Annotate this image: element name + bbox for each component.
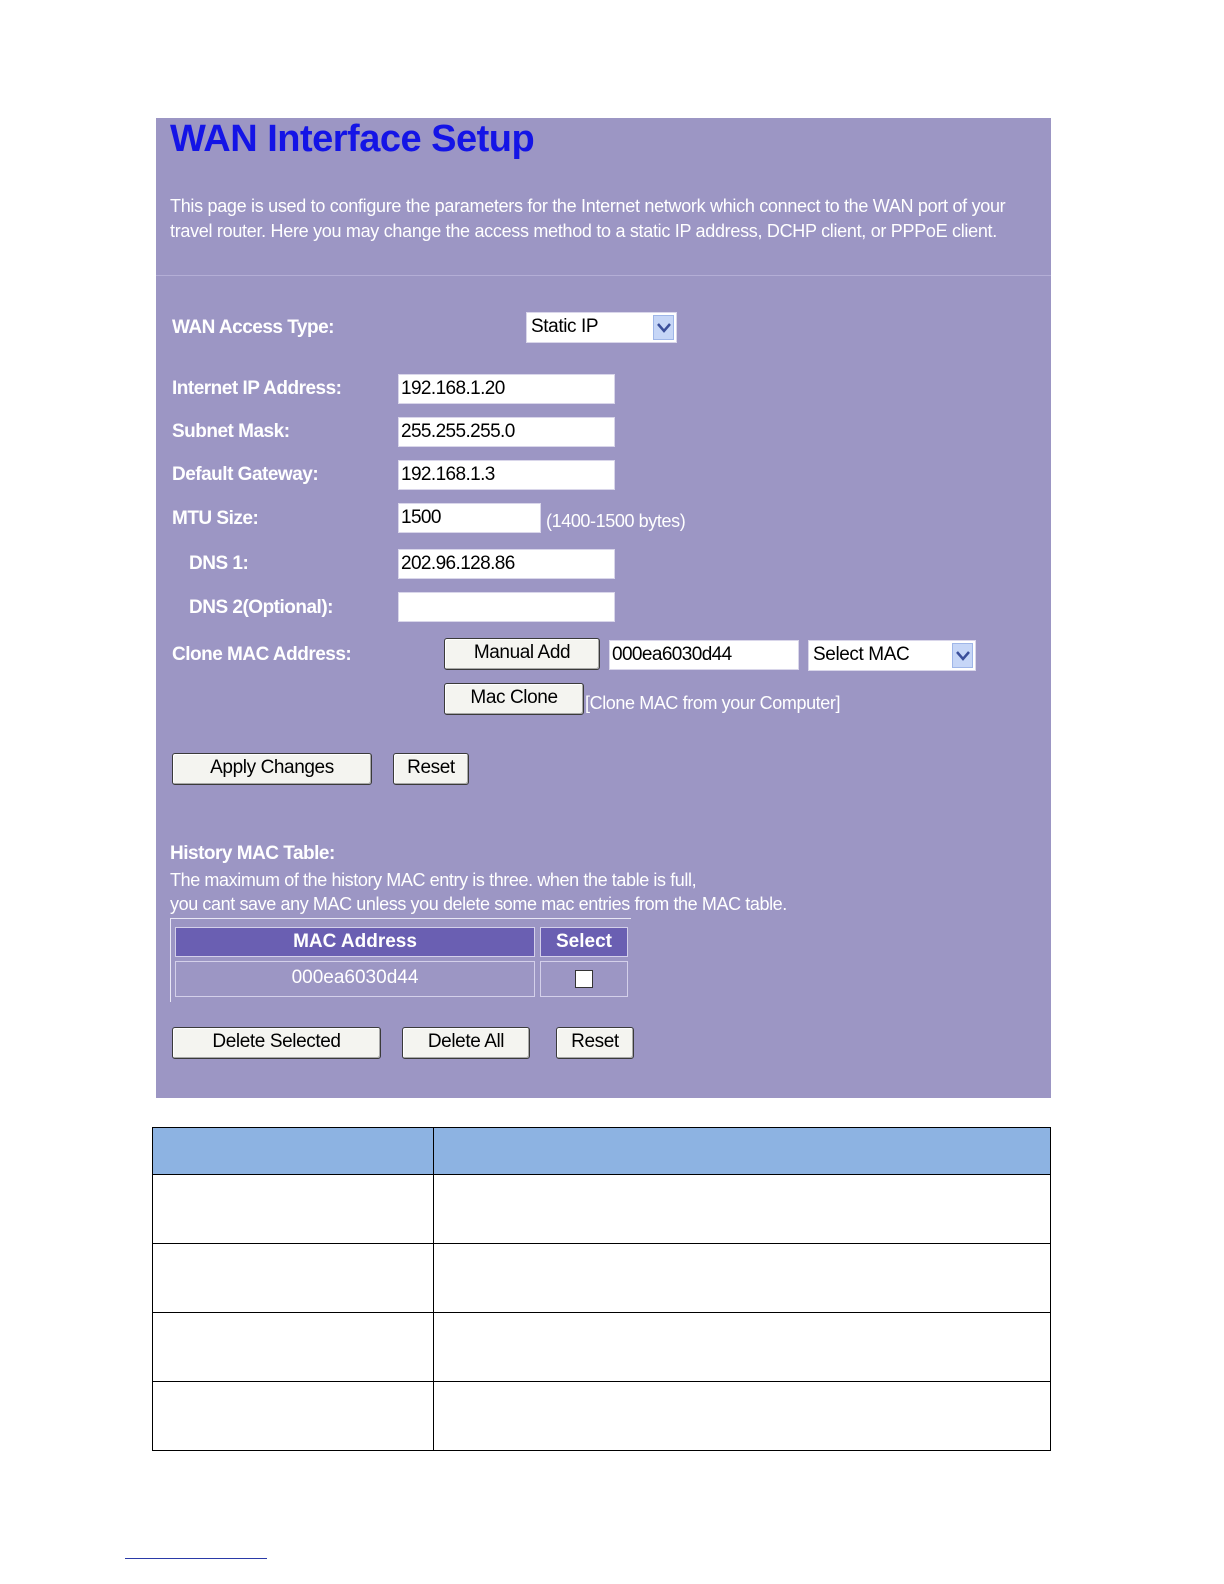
wan-access-type-value: Static IP <box>531 316 599 337</box>
chevron-down-icon[interactable] <box>952 643 973 668</box>
reset-button[interactable]: Reset <box>393 753 469 785</box>
doc-table-row <box>153 1244 1051 1313</box>
mac-clone-button[interactable]: Mac Clone <box>444 683 584 715</box>
select-mac-dropdown[interactable] <box>808 640 976 671</box>
history-mac-note-2: you cant save any MAC unless you delete some mac entries from the MAC table. <box>170 894 787 914</box>
col-mac-address: MAC Address <box>175 927 535 957</box>
wan-access-type-select[interactable] <box>526 312 677 343</box>
document-table <box>152 1127 1051 1451</box>
mtu-size-label: MTU Size: <box>172 508 259 529</box>
history-mac-note-1: The maximum of the history MAC entry is three. when the table is full, <box>170 870 697 890</box>
row-select-checkbox[interactable] <box>575 970 593 988</box>
manual-add-button[interactable]: Manual Add <box>444 638 600 670</box>
dns1-input[interactable]: 202.96.128.86 <box>398 549 615 579</box>
mtu-range-note: (1400-1500 bytes) <box>546 511 686 531</box>
doc-table-row <box>153 1313 1051 1382</box>
wan-access-type-label: WAN Access Type: <box>172 317 334 338</box>
mtu-size-input[interactable]: 1500 <box>398 503 541 533</box>
mac-address-input[interactable]: 000ea6030d44 <box>609 640 799 670</box>
mac-clone-note: [Clone MAC from your Computer] <box>585 693 841 713</box>
select-mac-value: Select MAC <box>813 644 910 665</box>
dns2-input[interactable] <box>398 592 615 622</box>
history-mac-title: History MAC Table: <box>170 843 335 864</box>
page-description: This page is used to configure the parameters for the Internet network which connect to the WAN port of your travel router. Here you may change the access method to a static IP address, DCHP client, or PPPoE client. <box>170 196 1006 241</box>
footnote-rule <box>125 1558 267 1559</box>
doc-header-cell-2 <box>434 1128 1051 1175</box>
apply-changes-button[interactable]: Apply Changes <box>172 753 372 785</box>
history-mac-table <box>170 918 631 1002</box>
history-reset-button[interactable]: Reset <box>556 1027 634 1059</box>
divider <box>156 275 1051 276</box>
default-gateway-label: Default Gateway: <box>172 464 319 485</box>
clone-mac-label: Clone MAC Address: <box>172 644 352 665</box>
wan-setup-panel <box>156 118 1051 1098</box>
table-row-select-cell <box>540 961 628 997</box>
doc-table-row <box>153 1175 1051 1244</box>
doc-table-header <box>153 1128 1051 1175</box>
subnet-mask-label: Subnet Mask: <box>172 421 290 442</box>
col-select: Select <box>540 927 628 957</box>
default-gateway-input[interactable]: 192.168.1.3 <box>398 460 615 490</box>
doc-header-cell-1 <box>153 1128 434 1175</box>
internet-ip-input[interactable]: 192.168.1.20 <box>398 374 615 404</box>
dns2-label: DNS 2(Optional): <box>189 597 333 618</box>
delete-selected-button[interactable]: Delete Selected <box>172 1027 381 1059</box>
dns1-label: DNS 1: <box>189 553 249 574</box>
internet-ip-label: Internet IP Address: <box>172 378 342 399</box>
page-title: WAN Interface Setup <box>170 118 535 160</box>
doc-table-row <box>153 1382 1051 1451</box>
subnet-mask-input[interactable]: 255.255.255.0 <box>398 417 615 447</box>
table-row-mac: 000ea6030d44 <box>175 961 535 997</box>
delete-all-button[interactable]: Delete All <box>402 1027 530 1059</box>
chevron-down-icon[interactable] <box>653 315 674 340</box>
